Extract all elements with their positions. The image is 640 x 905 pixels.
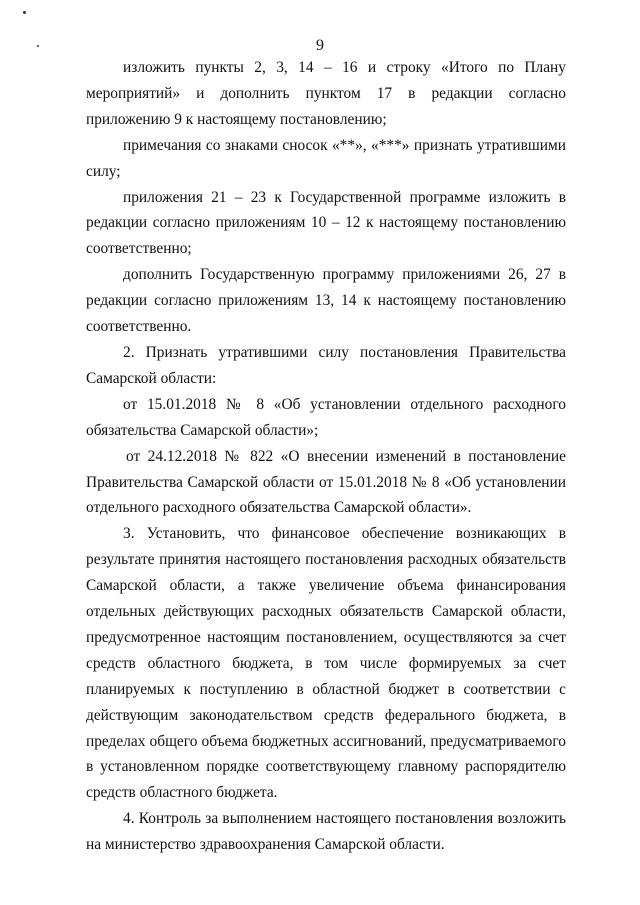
document-body — [86, 55, 566, 858]
paragraph-amend-items: изложить пункты 2, 3, 14 – 16 и строку «Итого по Плану мероприятий» и дополнить пунктом 17 в редакции согласно приложению 9 к настоящему постановлению; — [86, 59, 566, 128]
paragraph-item-3: 3. Установить, что финансовое обеспечение возникающих в результате принятия настоящего постановления расходных обязательств Самарской области, а также увеличение объема финансирования отдельных действующих расходных обязательств Самарской области, предусмотренное настоящим постановлением, осуществляются за счет средств областного бюджета, в том числе формируемых за счет планируемых к поступлению в областной бюджет в соответствии с действующим законодательством средств федерального бюджета, в пределах общего объема бюджетных ассигнований, предусматриваемого в установленном порядке соответствующему главному распорядителю средств областного бюджета. — [86, 525, 566, 802]
paragraph-resolution-15-01-2018: от 15.01.2018 № 8 «Об установлении отдельного расходного обязательства Самарской области»; — [86, 395, 566, 439]
paragraph-footnotes-repeal: примечания со знаками сносок «**», «***» признать утратившими силу; — [86, 136, 566, 180]
paragraph-item-4: 4. Контроль за выполнением настоящего постановления возложить на министерство здравоохранения Самарской области. — [86, 810, 566, 854]
paragraph-resolution-24-12-2018: от 24.12.2018 № 822 «О внесении изменений в постановление Правительства Самарской области от 15.01.2018 № 8 «Об установлении отдельного расходного обязательства Самарской области». — [86, 447, 566, 517]
paragraph-item-2: 2. Признать утратившими силу постановления Правительства Самарской области: — [86, 343, 566, 387]
scan-speck — [23, 11, 26, 14]
paragraph-appendices-21-23: приложения 21 – 23 к Государственной программе изложить в редакции согласно приложениям 10 – 12 к настоящему постановлению соответственно; — [86, 188, 566, 258]
paragraph-appendices-26-27: дополнить Государственную программу приложениями 26, 27 в редакции согласно приложениям 13, 14 к настоящему постановлению соответственно. — [86, 266, 566, 336]
page-number: 9 — [316, 37, 324, 54]
